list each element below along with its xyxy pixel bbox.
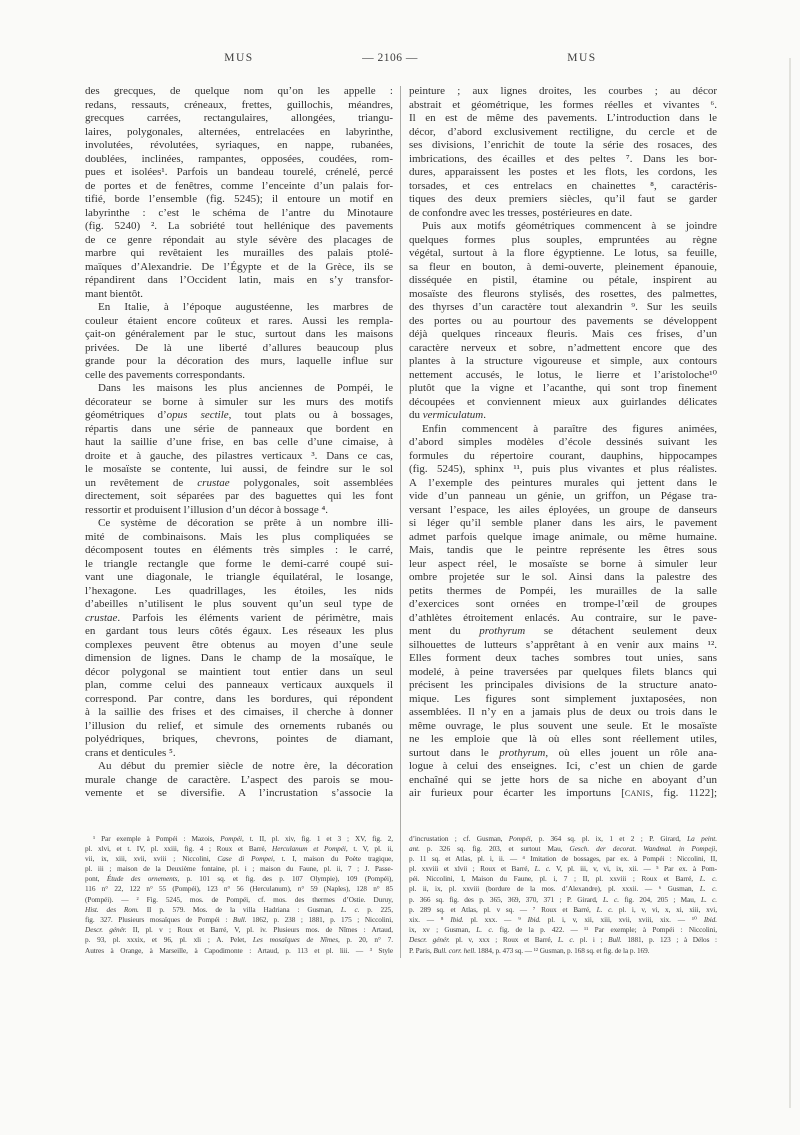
text-line: pl. xlvi, et t. IV, pl. xxiii, fig. 4 ; Roux et Barré, Herculanum et Pompéi, t. V, pl. ii, xyxy=(85,843,393,853)
text-line: quelques formes plus souples, empruntées au règne xyxy=(409,233,717,246)
text-line: complexes peuvent être obtenus au moyen d’une seule xyxy=(85,638,393,651)
text-line: géométriques d’opus sectile, tout plats ou à bossages, xyxy=(85,409,393,421)
column-right-text xyxy=(409,85,717,801)
column-left xyxy=(85,85,393,956)
text-line: Hist. des Rom. II p. 579. Mos. de la villa Hadriana : Gusman, L. c. p. 225, xyxy=(85,904,393,914)
text-line: mosaïste des fleurons stylisés, des rosettes, des palmettes, xyxy=(409,287,717,300)
text-line: labyrinthe : c’est le schéma de l’antre du Minotaure xyxy=(85,206,393,219)
text-line: çait-on généralement par le stuc, surtout dans les maisons xyxy=(85,328,393,340)
text-line: dimension de lignes. Dans le champ de la mosaïque, le xyxy=(85,652,393,664)
text-line: haut la saillie d’une frise, en bas celle d’une cimaise, à xyxy=(85,436,393,448)
text-line: d’athlètes étroitement enlacés. Au contraire, sur le pave- xyxy=(409,611,717,624)
paragraph xyxy=(85,301,393,382)
text-line: polyédriques, briques, chevrons, pointes de diamant, xyxy=(85,733,393,745)
text-line: p. 366 sq. fig. des p. 365, 369, 370, 371 ; P. Girard, L. c. fig. 204, 205 ; Mau, L. c. xyxy=(409,894,717,904)
text-line: Descr. génér. II, pl. v ; Roux et Barré, V, pl. iv. Plusieurs mos. de Nîmes : Artaud, xyxy=(85,925,393,935)
text-line: Enfin commencent à paraître des figures animées, xyxy=(422,422,717,435)
text-line: imbrications, des écailles et des peltes ⁷. Dans les bor- xyxy=(409,152,717,165)
text-line: mant bientôt. xyxy=(85,287,144,300)
text-line: plan, comme celui des panneaux verticaux auxquels il xyxy=(85,679,393,691)
text-line: abstrait et géométrique, les formes réelles et vivantes ⁶. xyxy=(409,98,717,111)
text-line: p. 289 sq. et Atlas, pl. v sq. — ⁷ Roux et Barré, L. c. pl. i, v, vi, x, xi, xiii, xvi, xyxy=(409,904,717,914)
text-line: d’abeilles n’utilisent le plus souvent qu’un seul type de xyxy=(85,598,393,610)
text-line: décor, d’abord exclusivement rectiligne, du cercle et de xyxy=(409,125,717,138)
text-line: dures, apparaissent les postes et les flots, les cordons, les xyxy=(409,166,717,178)
text-line: mique. Les figures sont simplement juxtaposées, non xyxy=(409,692,717,705)
text-line: d’exercices sont ornées en trompe-l’œil de groupes xyxy=(409,598,717,610)
text-line: leur aspect réel, le mosaïste se borne à simuler leur xyxy=(409,557,717,570)
text-line: pl. ii, ix, pl. xxviii (bordure de la mos. d’Alexandre), pl. xxxii. — ⁶ Gusman, L. c. xyxy=(409,884,717,894)
text-line: ment du prothyrum se détachent seulement deux xyxy=(409,625,717,637)
paragraph xyxy=(85,834,393,956)
text-line: vii, ix, xiii, xvii, xviii ; Niccolini, Case di Pompei, t. I, maison du Poète tragique, xyxy=(85,853,393,863)
text-line: ix, xv ; Gusman, L. c. fig. de la p. 422. — ¹¹ Par exemple; à Pompéi : Niccolini, xyxy=(409,925,717,935)
text-line: ombre projetée sur le sol. Ainsi dans la palestre des xyxy=(409,571,717,583)
paragraph xyxy=(85,517,393,760)
text-line: fig. 327. Plusieurs mosaïques de Pompéi : Bull. 1862, p. 238 ; 1881, p. 175 ; Niccolini, xyxy=(85,915,393,924)
text-line: Dans les maisons les plus anciennes de Pompéi, le xyxy=(98,382,393,394)
text-line: crustae. Parfois les éléments varient de périmètre, mais xyxy=(85,611,393,624)
text-line: Il en est de même des pavements. L’introduction dans le xyxy=(409,112,717,124)
text-line: P. Paris, Bull. corr. hell. 1884, p. 473 sq. — ¹² Gusman, p. 168 sq. et fig. de la p. 169. xyxy=(409,945,650,955)
text-line: des thyrses d’un caractère tout alexandrin ⁹. Sur les seuils xyxy=(409,301,717,313)
text-line: de portes et de fenêtres, comme l’enceinte d’un palais for- xyxy=(85,179,393,192)
text-line: silhouettes de lutteurs s’apprêtant à en venir aux mains ¹². xyxy=(409,638,717,651)
text-line: en gardant tous leurs côtés égaux. Les réseaux les plus xyxy=(85,625,393,637)
text-line: p. 11 sq. et Atlas, pl. i, ii. — ⁴ Imitation de bossages, par ex. à Pompéi : Niccolini, II, xyxy=(409,853,717,863)
text-line: enchaîné qui se jette hors de sa niche en aboyant d’un xyxy=(409,773,717,786)
text-line: tiques des deux premiers siècles, qu’il faut se garder xyxy=(409,193,717,205)
text-line: végétal, surtout à la flore égyptienne. Le lotus, sa feuille, xyxy=(409,247,717,259)
text-line: mité de combinaisons. Mais les plus compliquées se xyxy=(85,530,393,543)
running-title-right: MUS xyxy=(567,52,597,64)
text-line: ¹ Par exemple à Pompéi : Mazois, Pompéi, t. II, pl. xiv, fig. 1 et 3 ; XV, fig. 2, xyxy=(93,833,393,843)
text-line: p. 93, pl. xxxix, et 96, pl. xli ; A. Pelet, Les mosaïques de Nîmes, p. 20, n° 7. xyxy=(85,935,393,945)
text-line: nettement accusés, le lotus, le lierre et l’aristoloche¹⁰ xyxy=(409,368,717,381)
text-line: répandirent dans l’Occident latin, mais en s’y transfor- xyxy=(85,274,393,286)
text-line: 116 n° 22, 122 n° 55 (Pompéi), 123 n° 56 (Herculanum), n° 59 (Naples), 128 n° 85 xyxy=(85,884,393,894)
text-line: formules du répertoire courant, dauphins, hippocampes xyxy=(409,449,717,462)
text-line: (Pompéi). — ² Fig. 5245, mos. de Pompéi, cf. mos. des thermes d’Ostie. Duruy, xyxy=(85,894,393,904)
text-line: l’illusion du relief, et simule des ornements rubanés ou xyxy=(85,719,393,732)
text-line: plutôt que la vigne et l’acanthe, qui sont trop finement xyxy=(409,382,717,394)
running-header xyxy=(0,52,800,68)
text-line: Descr. génér. pl. v, xxx ; Roux et Barré, L. c. pl. i ; Bull. 1881, p. 123 ; à Délos : xyxy=(409,935,717,945)
text-line: de ce genre répondait au style sévère des placages de xyxy=(85,233,393,246)
column-divider-rule xyxy=(400,86,401,958)
column-left-text xyxy=(85,85,393,801)
text-line: précisent les principales divisions de la structure anato- xyxy=(409,679,717,691)
text-line: d’abord simples modèles d’école dessinés suivant les xyxy=(409,436,717,448)
paragraph xyxy=(409,220,717,423)
text-line: déjà quelques rinceaux fleuris. Mais ces frises, d’un xyxy=(409,328,717,340)
text-line: Elles forment deux taches sombres tout unies, sans xyxy=(409,652,717,664)
text-line: air furieux pour écarter les importuns [canis, fig. 1122]; xyxy=(409,787,717,799)
column-right-footnotes xyxy=(409,834,717,956)
paragraph xyxy=(409,423,717,801)
text-line: admet parfois quelque image animale, ou même humaine. xyxy=(409,530,717,543)
text-line: Puis aux motifs géométriques commencent à se joindre xyxy=(422,220,717,232)
text-line: ant. p. 326 sq. fig. 203, et surtout Mau, Gesch. der decorat. Wandmal. in Pompeji, xyxy=(409,843,717,853)
text-line: tifié, borde l’ensemble (fig. 5245); il entoure un motif en xyxy=(85,193,393,205)
text-line: redans, ressauts, créneaux, frettes, guillochis, méandres, xyxy=(85,98,393,111)
text-line: couleur étaient encore coûteux et rares. Aussi les rempla- xyxy=(85,314,393,327)
text-line: marbre qui revêtaient les murailles des palais ptolé- xyxy=(85,247,393,259)
column-left-footnotes xyxy=(85,834,393,956)
text-line: grecques carrées, rectangulaires, allongées, triangu- xyxy=(85,112,393,124)
paragraph xyxy=(85,85,393,301)
column-right xyxy=(409,85,717,956)
text-line: Mais, tandis que le peintre représente les êtres sous xyxy=(409,544,717,556)
text-line: directement, soit séparées par des baguettes qui les font xyxy=(85,490,393,502)
text-line: torsades, et ces entrelacs en chainettes ⁸, caractéris- xyxy=(409,179,717,192)
text-line: laires, polygonales, alternées, entrelacées en labyrinthe, xyxy=(85,125,393,138)
text-line: des portes ou au pourtour des pavements se développent xyxy=(409,314,717,327)
text-line: ses divisions, l’enrichit de toute la série des rosaces, des xyxy=(409,139,717,151)
text-line: pues et isolées¹. Parfois un bandeau tourelé, crénelé, percé xyxy=(85,166,393,178)
text-line: surtout dans le prothyrum, où elles jouent un rôle ana- xyxy=(409,746,717,759)
text-line: murale change de caractère. L’aspect des parois se mou- xyxy=(85,773,393,786)
text-line: décorateur se borne à simuler sur les murs des motifs xyxy=(85,395,393,408)
page-number: — 2106 — xyxy=(362,52,418,64)
paragraph xyxy=(409,834,717,956)
text-line: A l’exemple des peintures murales qui jettent dans le xyxy=(409,476,717,489)
text-line: décor polygonal se maintient tout entier dans un seul xyxy=(85,665,393,678)
page-edge-line xyxy=(789,58,791,1108)
text-line: pl. xxviii et xlvii ; Roux et Barré, L. c. V, pl. iii, v, vi, ix, xii. — ⁵ Par ex. à Pom- xyxy=(409,864,717,874)
text-line: Autres à Orange, à Marseille, à Capodimonte : Artaud, p. 113 et pl. liii. — ³ Style xyxy=(85,945,393,955)
text-line: l’hexagone. Les quadrillages, les étoiles, les nids xyxy=(85,584,393,597)
text-line: (fig. 5245), sphinx ¹¹, puis plus vivantes et plus réalistes. xyxy=(409,463,717,475)
text-line: droite et à gauche, des pilastres verticaux ³. Dans ce cas, xyxy=(85,449,393,462)
text-line: un revêtement de crustae polygonales, soit assemblées xyxy=(85,476,393,489)
text-line: le mosaïste se contente, lui aussi, de feindre sur le sol xyxy=(85,463,393,475)
text-line: maïques d’Alexandrie. De l’Égypte et de la Grèce, ils se xyxy=(85,260,393,273)
text-line: xix. — ⁸ Ibid. pl. xxx. — ⁹ Ibid. pl. i, v, xii, xiii, xvii, xviii, xix. — ¹⁰ Ibid. xyxy=(409,915,717,924)
running-title-left: MUS xyxy=(224,52,254,64)
text-line: le triangle rectangle que forme le demi-carré coupé sui- xyxy=(85,557,393,570)
text-line: des grecques, de quelque nom qu’on les appelle : xyxy=(85,85,393,97)
paragraph xyxy=(85,382,393,517)
text-line: pl. iii ; maison de la Deuxième fontaine, pl. i ; maison du Faune, pl. ii, 7 ; J. Passe- xyxy=(85,864,393,874)
text-line: correspond. Par contre, dans les bordures, qui répondent xyxy=(85,692,393,705)
text-line: peinture ; aux lignes droites, les courbes ; au décor xyxy=(409,85,717,97)
text-line: de confondre avec les tresses, postérieures en date. xyxy=(409,206,633,219)
text-line: privées. De là une liberté d’allures beaucoup plus xyxy=(85,341,393,354)
text-line: grande pour la décoration des murs, laquelle influe sur xyxy=(85,355,393,367)
text-line: doublées, inclinées, rampantes, opposées, coudées, rom- xyxy=(85,152,393,165)
text-line: caractère nerveux et sobre, n’admettent encore que des xyxy=(409,341,717,354)
text-line: découpées et conviennent mieux aux guirlandes délicates xyxy=(409,395,717,408)
text-line: vide d’un panneau un génie, un griffon, un Pégase tra- xyxy=(409,490,717,502)
text-line: plantes à la structure vigoureuse et simple, aux contours xyxy=(409,355,717,367)
text-line: disséquée en pistil, étamine ou pétale, inspirent au xyxy=(409,274,717,286)
paragraph xyxy=(85,760,393,801)
text-line: vant une diagonale, le triangle équilatéral, le losange, xyxy=(85,571,393,583)
text-line: sa fleur en bouton, à demi-ouverte, pleinement épanouie, xyxy=(409,260,717,273)
text-line: vemente et se diversifie. A l’incrustation s’associe la xyxy=(85,787,393,799)
text-line: pont, Étude des ornements, p. 101 sq. et fig. des p. 107 Olympie), 109 (Pompéi), xyxy=(85,874,393,884)
text-line: celle des pavements correspondants. xyxy=(85,368,246,381)
text-line: même ouvrage, le plus souvent une seule. Et le mosaïste xyxy=(409,719,717,732)
text-line: répartis dans une série de panneaux que bordent en xyxy=(85,422,393,435)
text-line: crans et denticules ⁵. xyxy=(85,746,176,759)
text-line: ne les emploie que là où elles sont réellement utiles, xyxy=(409,733,717,745)
text-line: En Italie, à l’époque augustéenne, les marbres de xyxy=(98,301,393,313)
text-line: ressortir et produisent l’illusion d’un décor à bossage ⁴. xyxy=(85,503,329,516)
text-line: à la saillie des frises et des cimaises, il cherche à donner xyxy=(85,706,393,718)
text-line: péi. Niccolini, I, Maison du Faune, pl. i, 7 ; II, pl. xxviii ; Roux et Barré, L. c. xyxy=(409,874,717,884)
text-line: d’incrustation ; cf. Gusman, Pompéi, p. 364 sq. pl. ix, 1 et 2 ; P. Girard, La peint. xyxy=(409,833,717,843)
text-line: si léger qu’il semble planer dans les airs, le pavement xyxy=(409,517,717,529)
text-line: du vermiculatum. xyxy=(409,409,486,421)
text-line: logue à celui des enseignes. Ici, c’est un chien de garde xyxy=(409,760,717,772)
text-line: assemblées. Il n’y en a jamais plus de deux ou trois dans le xyxy=(409,706,717,718)
text-line: petits thermes de Pompéi, les murailles de la salle xyxy=(409,584,717,597)
text-line: modelé, à peine traversées par quelques filets blancs qui xyxy=(409,665,717,678)
text-line: décomposent toutes en éléments très simples : le carré, xyxy=(85,544,393,556)
text-line: involutées, révolutées, syriaques, en nappe, rubanées, xyxy=(85,139,393,151)
text-line: Ce système de décoration se prête à un nombre illi- xyxy=(98,517,393,529)
text-line: versant l’espace, les ailes éployées, un groupe de danseurs xyxy=(409,503,717,516)
paragraph xyxy=(409,85,717,220)
text-line: (fig. 5240) ². La sobriété tout hellénique des pavements xyxy=(85,220,393,232)
text-line: Au début du premier siècle de notre ère, la décoration xyxy=(98,760,393,772)
